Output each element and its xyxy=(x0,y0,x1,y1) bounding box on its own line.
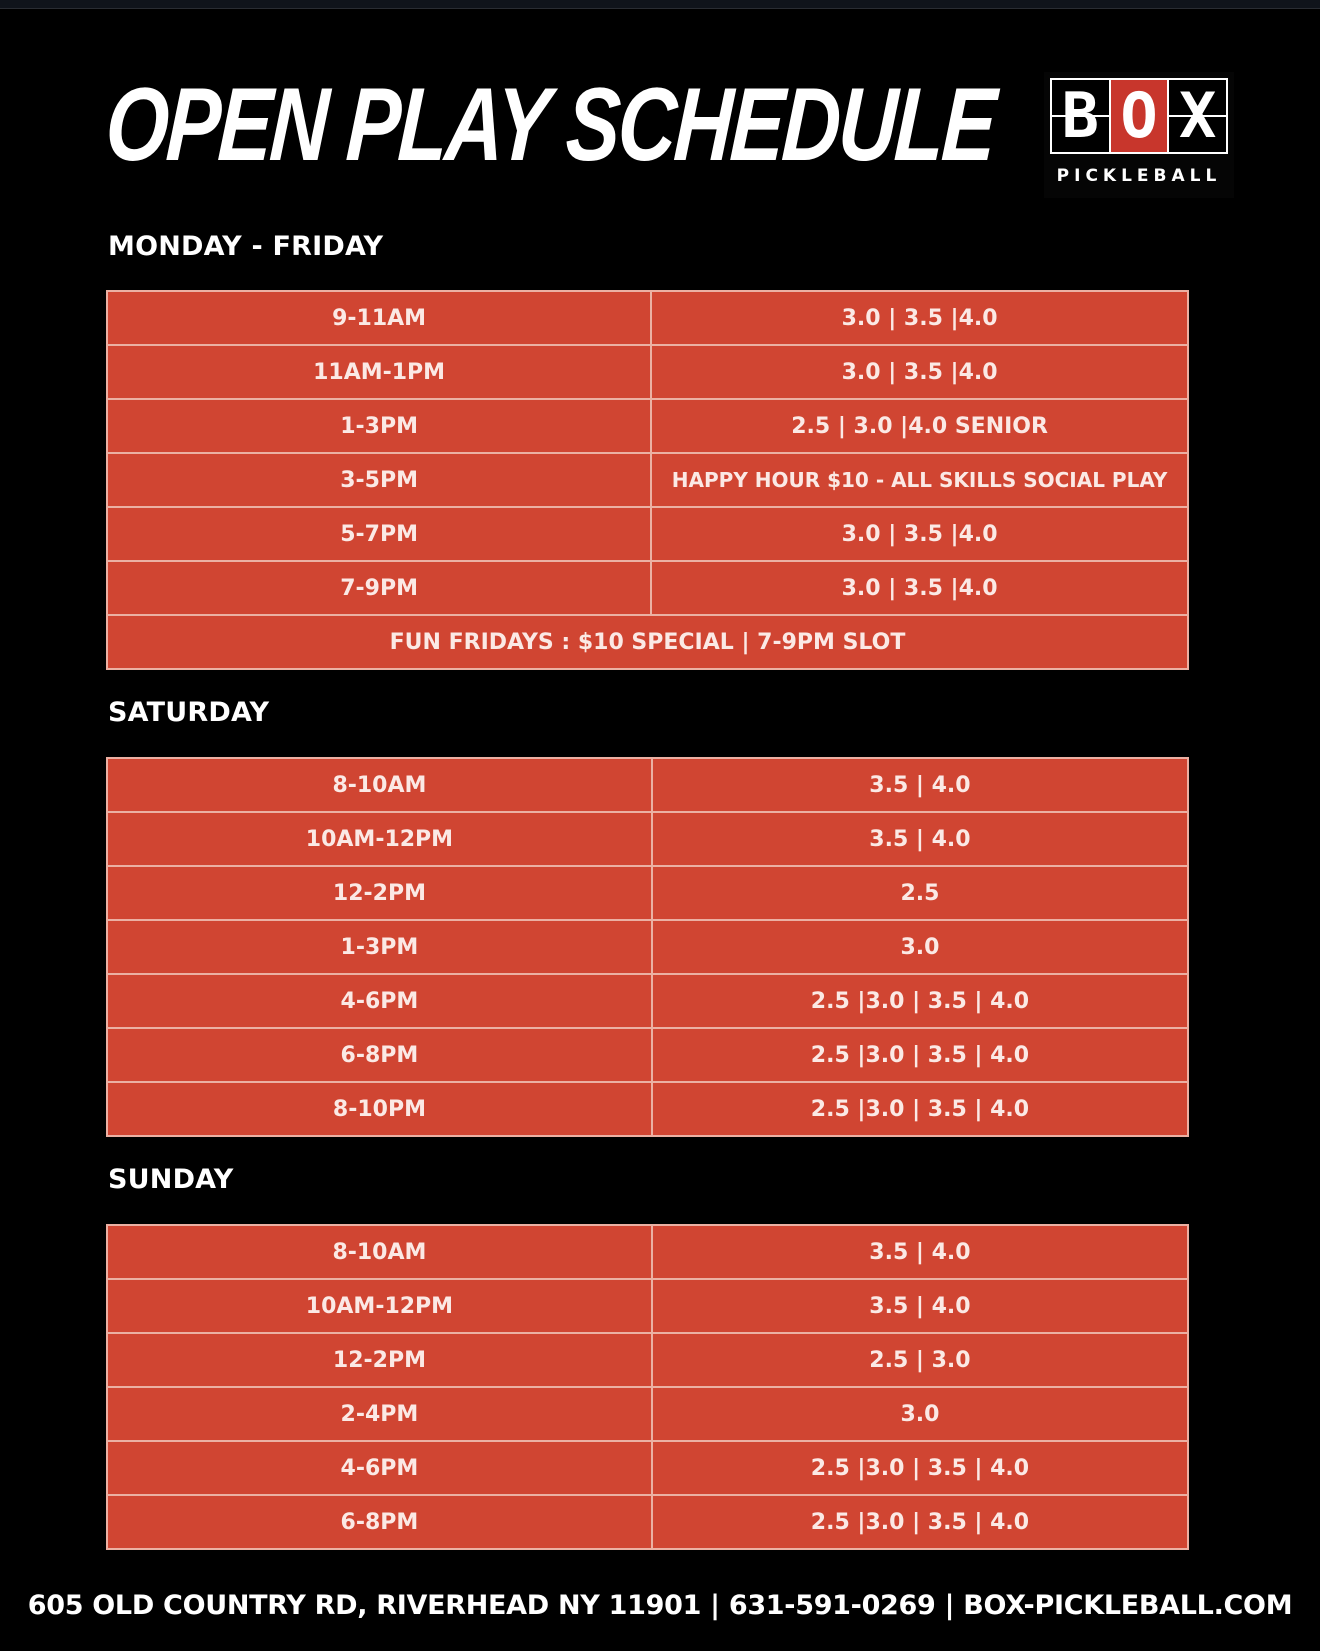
page-title-text: OPEN PLAY SCHEDULE xyxy=(102,67,998,183)
time-slot: 3-5PM xyxy=(107,453,651,507)
skill-levels: 2.5 |3.0 | 3.5 | 4.0 xyxy=(652,1441,1188,1495)
table-row xyxy=(107,291,1188,345)
table-row xyxy=(107,453,1188,507)
table-row xyxy=(107,1028,1188,1082)
time-slot: 7-9PM xyxy=(107,561,651,615)
weekday-schedule-table xyxy=(106,290,1189,670)
fun-fridays-note: FUN FRIDAYS : $10 SPECIAL | 7-9PM SLOT xyxy=(107,615,1188,669)
skill-levels: 3.0 | 3.5 |4.0 xyxy=(651,345,1188,399)
skill-levels: 2.5 | 3.0 xyxy=(652,1333,1188,1387)
skill-levels: 3.5 | 4.0 xyxy=(652,812,1188,866)
saturday-schedule-table xyxy=(106,757,1189,1137)
table-row xyxy=(107,974,1188,1028)
skill-levels: 3.0 | 3.5 |4.0 xyxy=(651,291,1188,345)
time-slot: 6-8PM xyxy=(107,1028,652,1082)
table-row xyxy=(107,1279,1188,1333)
table-row xyxy=(107,1441,1188,1495)
page-title xyxy=(102,67,998,183)
skill-levels: 3.5 | 4.0 xyxy=(652,758,1188,812)
skill-levels: 3.5 | 4.0 xyxy=(652,1225,1188,1279)
skill-levels: 2.5 |3.0 | 3.5 | 4.0 xyxy=(652,1028,1188,1082)
logo-subtitle: PICKLEBALL xyxy=(1056,166,1222,186)
time-slot: 8-10PM xyxy=(107,1082,652,1136)
sunday-schedule-table xyxy=(106,1224,1189,1550)
skill-levels: 2.5 xyxy=(652,866,1188,920)
table-row xyxy=(107,1333,1188,1387)
time-slot: 4-6PM xyxy=(107,1441,652,1495)
time-slot: 1-3PM xyxy=(107,920,652,974)
table-row xyxy=(107,1387,1188,1441)
time-slot: 8-10AM xyxy=(107,758,652,812)
table-row xyxy=(107,1225,1188,1279)
table-row xyxy=(107,1495,1188,1549)
table-row xyxy=(107,507,1188,561)
time-slot: 4-6PM xyxy=(107,974,652,1028)
time-slot: 6-8PM xyxy=(107,1495,652,1549)
time-slot: 12-2PM xyxy=(107,866,652,920)
section-heading-saturday: SATURDAY xyxy=(108,697,270,728)
table-row xyxy=(107,758,1188,812)
time-slot: 5-7PM xyxy=(107,507,651,561)
logo-letter-x: X xyxy=(1179,79,1217,152)
time-slot: 8-10AM xyxy=(107,1225,652,1279)
skill-levels: 2.5 |3.0 | 3.5 | 4.0 xyxy=(652,974,1188,1028)
top-window-strip xyxy=(0,0,1320,9)
time-slot: 2-4PM xyxy=(107,1387,652,1441)
table-row-note xyxy=(107,615,1188,669)
time-slot: 9-11AM xyxy=(107,291,651,345)
logo-letter-o: O xyxy=(1109,80,1170,152)
table-row xyxy=(107,561,1188,615)
skill-levels: 3.0 | 3.5 |4.0 xyxy=(651,507,1188,561)
logo-court-box xyxy=(1050,78,1228,154)
skill-levels: 3.0 xyxy=(652,1387,1188,1441)
skill-levels: 2.5 | 3.0 |4.0 SENIOR xyxy=(651,399,1188,453)
table-row xyxy=(107,866,1188,920)
table-row xyxy=(107,399,1188,453)
time-slot: 10AM-12PM xyxy=(107,1279,652,1333)
skill-levels: HAPPY HOUR $10 - ALL SKILLS SOCIAL PLAY xyxy=(651,453,1188,507)
skill-levels: 3.0 | 3.5 |4.0 xyxy=(651,561,1188,615)
footer-contact-info: 605 OLD COUNTRY RD, RIVERHEAD NY 11901 | 631-591-0269 | BOX-PICKLEBALL.COM xyxy=(27,1590,1293,1621)
table-row xyxy=(107,1082,1188,1136)
time-slot: 11AM-1PM xyxy=(107,345,651,399)
time-slot: 10AM-12PM xyxy=(107,812,652,866)
time-slot: 1-3PM xyxy=(107,399,651,453)
box-pickleball-logo xyxy=(1044,72,1234,198)
time-slot: 12-2PM xyxy=(107,1333,652,1387)
table-row xyxy=(107,920,1188,974)
skill-levels: 2.5 |3.0 | 3.5 | 4.0 xyxy=(652,1082,1188,1136)
skill-levels: 3.5 | 4.0 xyxy=(652,1279,1188,1333)
skill-levels: 2.5 |3.0 | 3.5 | 4.0 xyxy=(652,1495,1188,1549)
skill-levels: 3.0 xyxy=(652,920,1188,974)
section-heading-weekdays: MONDAY - FRIDAY xyxy=(108,231,384,262)
section-heading-sunday: SUNDAY xyxy=(108,1164,234,1195)
logo-letter-b: B xyxy=(1061,79,1099,152)
table-row xyxy=(107,345,1188,399)
table-row xyxy=(107,812,1188,866)
